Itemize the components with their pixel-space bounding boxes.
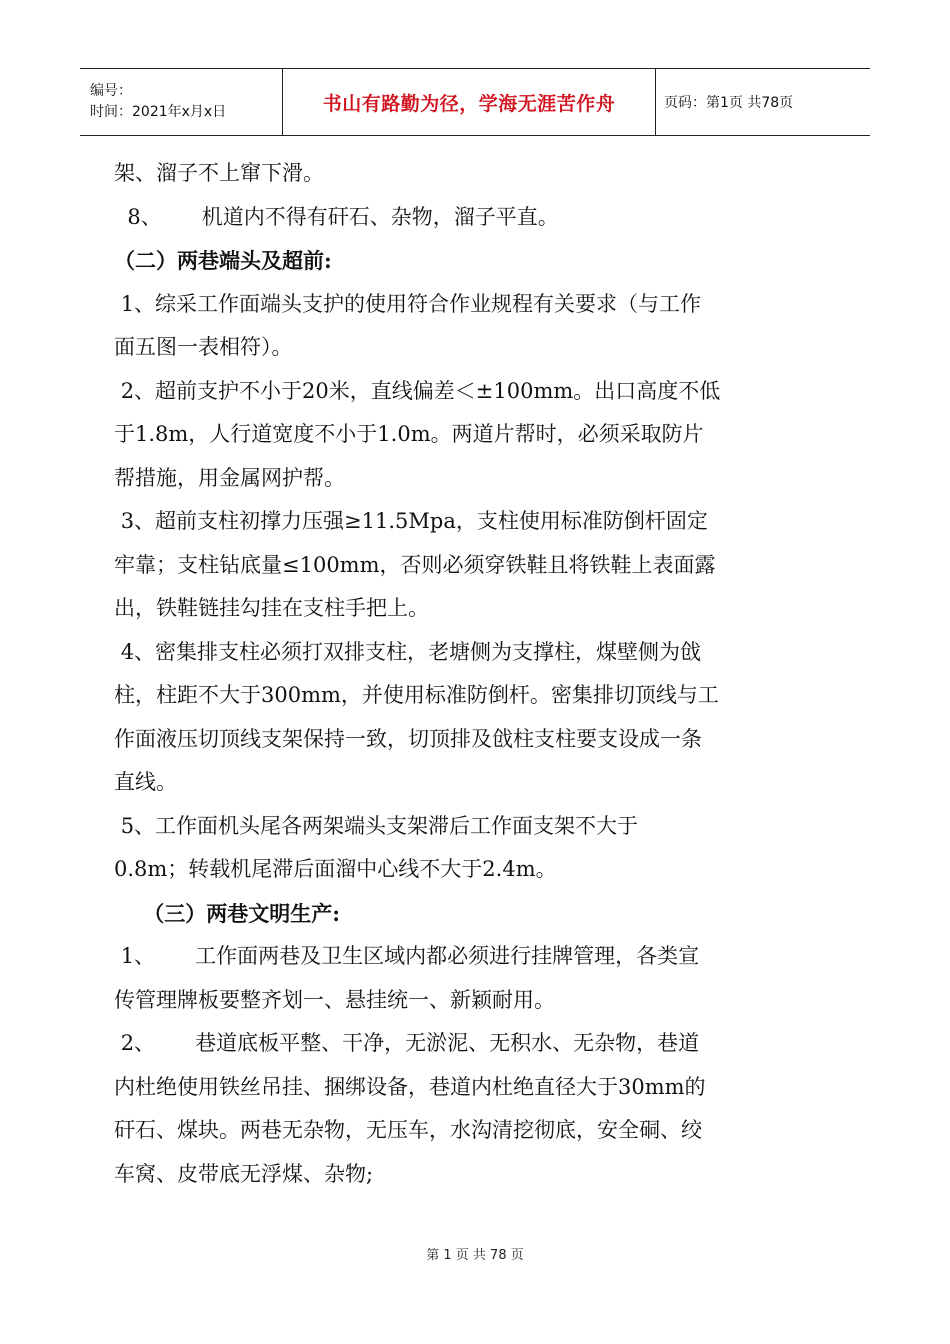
- body-line: 1、 工作面两巷及卫生区域内都必须进行挂牌管理，各类宣: [114, 944, 700, 968]
- header-left-cell: [80, 69, 282, 135]
- body-line: 车窝、皮带底无浮煤、杂物;: [114, 1161, 374, 1186]
- body-line: 作面液压切顶线支架保持一致，切顶排及戗柱支柱要支设成一条: [114, 726, 702, 751]
- section-heading-2: （二）两巷端头及超前:: [114, 248, 332, 273]
- header-page-cell: [656, 69, 870, 135]
- section-heading-3: （三）两巷文明生产:: [114, 900, 340, 926]
- page-footer: [0, 1244, 950, 1263]
- header-page-info: 页码：第1页 共78页: [664, 95, 794, 111]
- body-line: 8、 机道内不得有矸石、杂物，溜子平直。: [114, 204, 559, 229]
- body-line: 内杜绝使用铁丝吊挂、捆绑设备，巷道内杜绝直径大于30mm的: [114, 1074, 706, 1099]
- body-line: 直线。: [114, 770, 177, 794]
- body-line: 3、超前支柱初撑力压强≥11.5Mpa，支柱使用标准防倒杆固定: [114, 509, 708, 533]
- body-line: 矸石、煤块。两巷无杂物，无压车，水沟清挖彻底，安全硐、绞: [114, 1118, 702, 1142]
- document-date: 时间：2021年x月x日: [90, 104, 227, 120]
- body-line: 5、工作面机头尾各两架端头支架滞后工作面支架不大于: [114, 813, 639, 838]
- body-line: 传管理牌板要整齐划一、悬挂统一、新颖耐用。: [114, 987, 555, 1012]
- body-line: 2、 巷道底板平整、干净，无淤泥、无积水、无杂物，巷道: [114, 1031, 700, 1055]
- header-motto: 书山有路勤为径，学海无涯苦作舟: [322, 92, 616, 115]
- body-line: 2、超前支护不小于20米，直线偏差＜±100mm。出口高度不低: [114, 378, 721, 403]
- body-line: 帮措施，用金属网护帮。: [114, 465, 345, 490]
- document-number-label: 编号：: [90, 83, 132, 99]
- body-line: 面五图一表相符）。: [114, 335, 293, 359]
- page-header: [80, 68, 870, 136]
- body-line: 柱，柱距不大于300mm，并使用标准防倒杆。密集排切顶线与工: [114, 683, 719, 707]
- body-line: 牢靠；支柱钻底量≤100mm，否则必须穿铁鞋且将铁鞋上表面露: [114, 552, 716, 577]
- body-line: 1、综采工作面端头支护的使用符合作业规程有关要求（与工作: [114, 291, 702, 316]
- body-line: 于1.8m，人行道宽度不小于1.0m。两道片帮时，必须采取防片: [114, 422, 704, 446]
- header-motto-cell: [282, 69, 656, 135]
- body-line: 0.8m；转载机尾滞后面溜中心线不大于2.4m。: [114, 857, 557, 881]
- body-line: 架、溜子不上窜下滑。: [114, 161, 324, 185]
- body-line: 4、密集排支柱必须打双排支柱，老塘侧为支撑柱，煤壁侧为戗: [114, 639, 702, 664]
- body-line: 出，铁鞋链挂勾挂在支柱手把上。: [114, 596, 429, 620]
- document-body: [114, 152, 838, 1196]
- footer-page-number: 第 1 页 共 78 页: [426, 1248, 524, 1263]
